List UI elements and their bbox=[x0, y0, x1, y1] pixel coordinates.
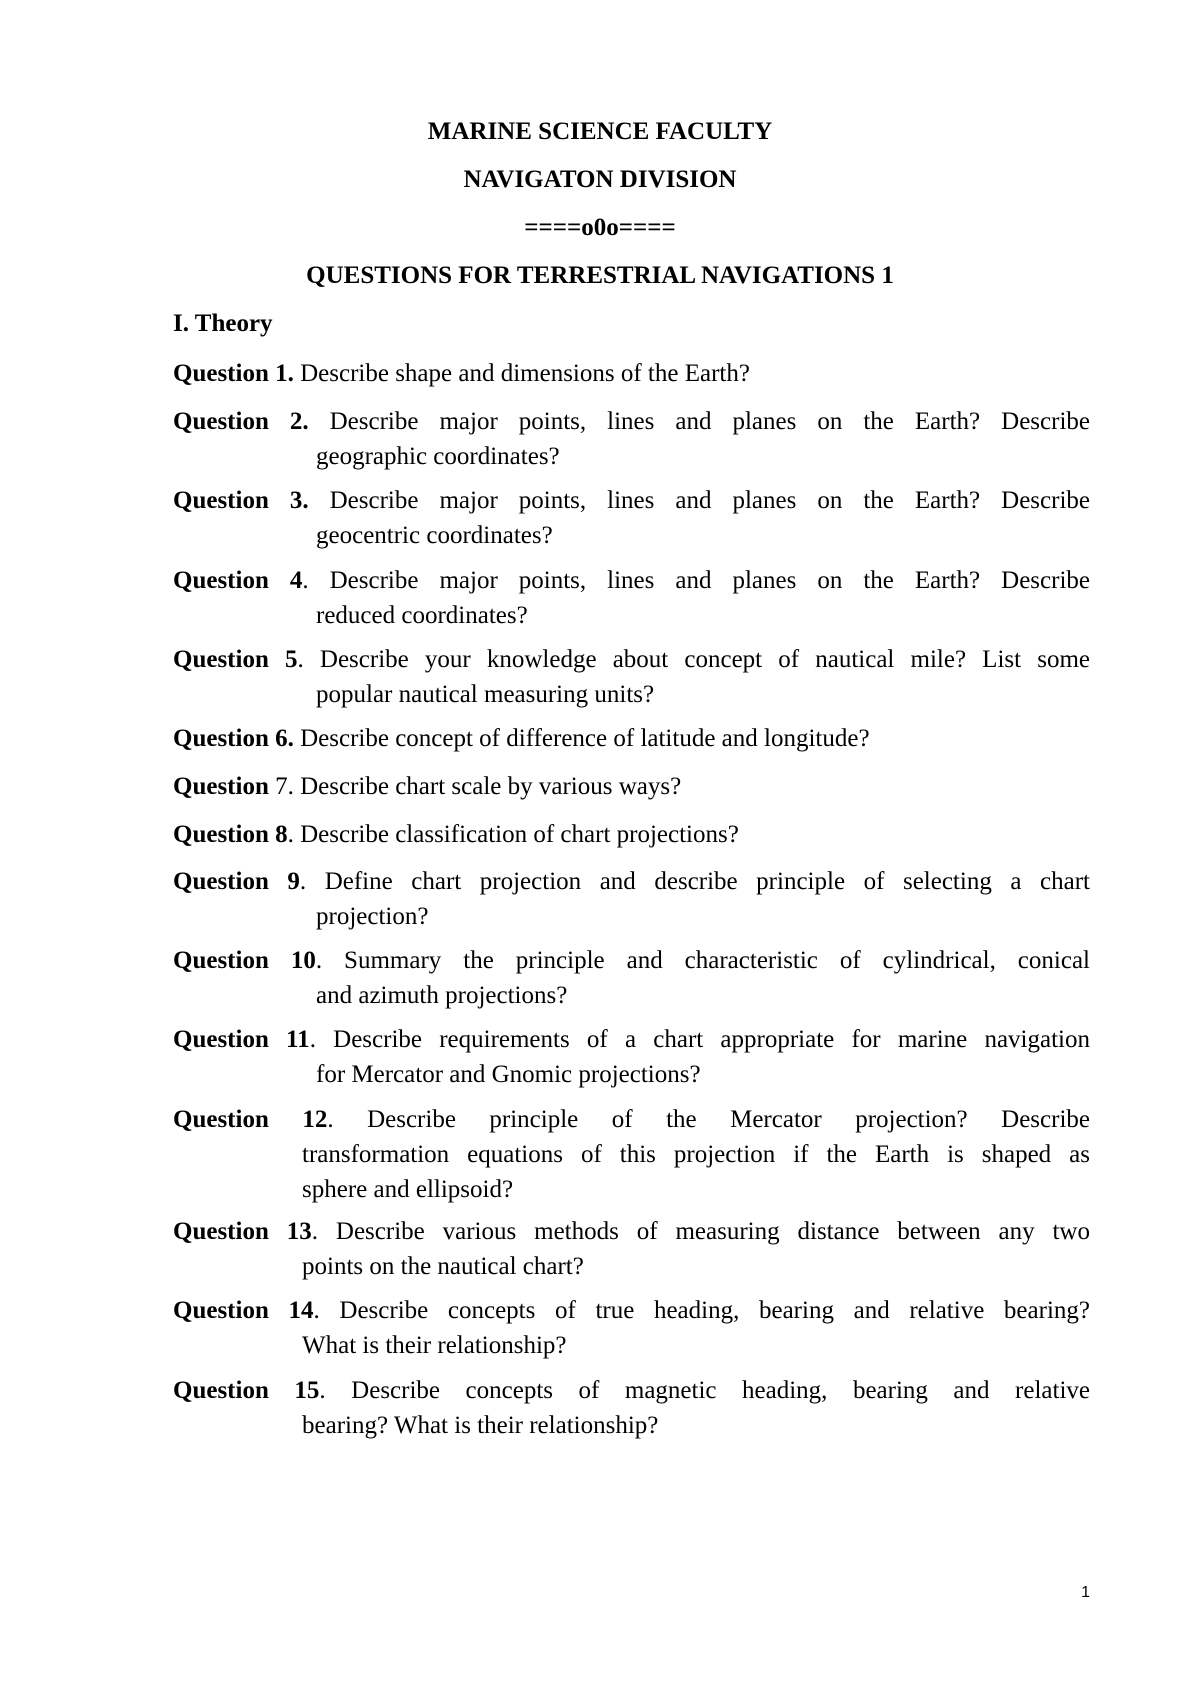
question-text: . Describe classification of chart projections? bbox=[287, 821, 739, 848]
question-item bbox=[173, 943, 1090, 1013]
question-text: . Summary the principle and characteristic of cylindrical, conical bbox=[315, 947, 1090, 974]
question-text: 7. Describe chart scale by various ways? bbox=[268, 773, 682, 800]
question-label: Question 15 bbox=[173, 1377, 320, 1404]
page-number: 1 bbox=[1081, 1584, 1090, 1601]
question-item bbox=[173, 1293, 1090, 1363]
question-text-continuation: transformation equations of this projection if the Earth is shaped as bbox=[302, 1141, 1090, 1168]
question-label: Question 14 bbox=[173, 1297, 314, 1324]
question-text-continuation: popular nautical measuring units? bbox=[316, 681, 655, 708]
question-label: Question 2. bbox=[173, 408, 309, 435]
question-text-continuation: reduced coordinates? bbox=[316, 602, 528, 629]
question-item bbox=[173, 1022, 1090, 1092]
question-text-continuation: bearing? What is their relationship? bbox=[302, 1412, 659, 1439]
question-label: Question 11 bbox=[173, 1026, 310, 1053]
question-item bbox=[173, 769, 1090, 804]
question-text: . Describe principle of the Mercator projection? Describe bbox=[327, 1106, 1090, 1133]
document-title: QUESTIONS FOR TERRESTRIAL NAVIGATIONS 1 bbox=[306, 262, 894, 289]
question-text: Describe major points, lines and planes on the Earth? Describe bbox=[308, 487, 1090, 514]
question-label: Question 8 bbox=[173, 821, 288, 848]
question-text-continuation: sphere and ellipsoid? bbox=[302, 1176, 514, 1203]
question-label: Question 4 bbox=[173, 567, 303, 594]
question-text-continuation: geographic coordinates? bbox=[316, 443, 560, 470]
section-heading: I. Theory bbox=[173, 310, 273, 337]
question-item bbox=[173, 1214, 1090, 1284]
question-text: Describe major points, lines and planes on the Earth? Describe bbox=[308, 408, 1090, 435]
question-text-continuation: and azimuth projections? bbox=[316, 982, 568, 1009]
question-item bbox=[173, 642, 1090, 712]
question-item bbox=[173, 483, 1090, 553]
question-item bbox=[173, 864, 1090, 934]
question-text: . Define chart projection and describe principle of selecting a chart bbox=[299, 868, 1090, 895]
question-item bbox=[173, 1373, 1090, 1443]
question-text-continuation: projection? bbox=[316, 903, 429, 930]
question-label: Question 1. bbox=[173, 360, 294, 387]
question-text-continuation: points on the nautical chart? bbox=[302, 1253, 584, 1280]
separator-ornament: ====o0o==== bbox=[524, 214, 676, 241]
division-heading: NAVIGATON DIVISION bbox=[463, 166, 737, 193]
question-text: . Describe concepts of magnetic heading, bearing and relative bbox=[319, 1377, 1091, 1404]
question-item bbox=[173, 356, 1090, 391]
question-text: . Describe various methods of measuring distance between any two bbox=[311, 1218, 1090, 1245]
question-item bbox=[173, 404, 1090, 474]
question-item bbox=[173, 1102, 1090, 1207]
question-label: Question bbox=[173, 773, 269, 800]
question-item bbox=[173, 563, 1090, 633]
question-label: Question 9 bbox=[173, 868, 300, 895]
question-text: . Describe concepts of true heading, bearing and relative bearing? bbox=[313, 1297, 1090, 1324]
question-text: Describe shape and dimensions of the Earth? bbox=[293, 360, 750, 387]
question-item bbox=[173, 721, 1090, 756]
question-text: . Describe your knowledge about concept of nautical mile? List some bbox=[297, 646, 1090, 673]
question-label: Question 3. bbox=[173, 487, 309, 514]
question-text: Describe concept of difference of latitude and longitude? bbox=[293, 725, 870, 752]
question-text-continuation: What is their relationship? bbox=[302, 1332, 567, 1359]
question-text: . Describe requirements of a chart appropriate for marine navigation bbox=[309, 1026, 1090, 1053]
question-label: Question 12 bbox=[173, 1106, 328, 1133]
question-label: Question 5 bbox=[173, 646, 298, 673]
question-label: Question 13 bbox=[173, 1218, 312, 1245]
faculty-heading: MARINE SCIENCE FACULTY bbox=[427, 118, 773, 145]
question-label: Question 10 bbox=[173, 947, 316, 974]
question-text-continuation: for Mercator and Gnomic projections? bbox=[316, 1061, 701, 1088]
question-item bbox=[173, 817, 1090, 852]
question-label: Question 6. bbox=[173, 725, 294, 752]
question-text: . Describe major points, lines and planes on the Earth? Describe bbox=[302, 567, 1090, 594]
question-text-continuation: geocentric coordinates? bbox=[316, 522, 553, 549]
